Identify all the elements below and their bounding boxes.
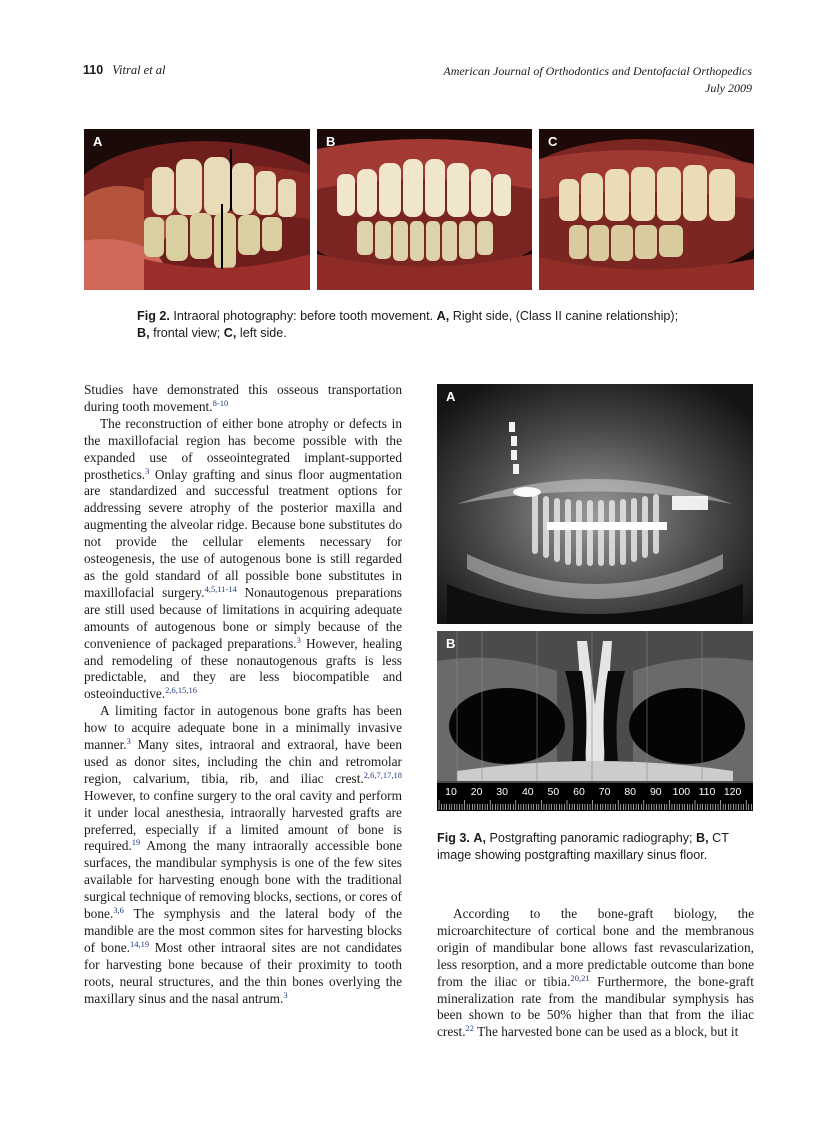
citation[interactable]: 3 <box>283 989 288 1000</box>
fig2-panel-c-label: C <box>548 134 558 149</box>
fig3-caption: Fig 3. A, Postgrafting panoramic radiography; B, CT image showing postgrafting maxillary sinus floor. <box>437 831 729 862</box>
ruler-tick-label: 60 <box>573 786 585 798</box>
fig2-panel-c <box>539 129 754 290</box>
citation[interactable]: 14,19 <box>130 938 150 949</box>
issue-date: July 2009 <box>705 81 752 95</box>
citation[interactable]: 19 <box>131 837 141 848</box>
ruler-tick-label: 30 <box>496 786 509 798</box>
fig3-panel-a <box>437 384 753 624</box>
citation[interactable]: 3 <box>145 465 150 476</box>
citation[interactable]: 8-10 <box>212 397 229 408</box>
ruler-tick-label: 50 <box>547 786 560 798</box>
ruler-tick-label: 90 <box>649 786 662 798</box>
ruler-tick-label: 40 <box>521 786 534 798</box>
intraoral-photo-right-side <box>84 129 310 290</box>
paragraph: A limiting factor in autogenous bone grafts has been how to acquire adequate bone in a minimally invasive manner.$^3$ Many sites, intraoral and extraoral, have been used as donor sites, including the chin and retromolar region, calvarium, tibia, rib, and iliac crest.$^{2,6,7,17,18}$ However, to confine surgery to the oral cavity and perform it under local anesthesia, intraorally harvested grafts are preferred, especially if a limited amount of bone is required.$^{19}$ Among the many intraorally accessible bone surfaces, the mandibular symphysis is one of the few sites available for harvesting enough bone with the traditional surgical technique of removing blocks, sections, or cores of bone.$^{3,6}$ The symphysis and the lateral body of the mandible are the most common sites for harvesting blocks of bone.$^{14,19}$ Most other intraoral sites are not candidates for harvesting bone because of their proximity to tooth roots, neural structures, and the thin bones overlying the maxillary sinus and the nasal antrum.$^3$ <box>84 703 403 1006</box>
paragraph: According to the bone-graft biology, the microarchitecture of cortical bone and the membranous origin of mandibular bone allows fast revascularization, less resorption, and a more predictable outcome than bone from the iliac or tibia.$^{20,21}$ Furthermore, the bone-graft mineralization rate from the mandibular symphysis has been shown to be 50% higher than that from the iliac crest.$^{22}$ The harvested bone can be used as a block, but it <box>437 906 755 1040</box>
fig2-panel-a-label: A <box>93 134 103 149</box>
ruler-tick-label: 80 <box>624 786 637 798</box>
citation[interactable]: 4,5,11-14 <box>204 583 237 594</box>
running-author: Vitral et al <box>112 63 166 77</box>
ct-scale-ruler <box>437 783 753 811</box>
intraoral-photo-frontal <box>317 129 532 290</box>
ruler-tick-label: 10 <box>445 786 457 798</box>
citation[interactable]: 22 <box>465 1023 475 1034</box>
ruler-tick-label: 100 <box>672 786 691 798</box>
right-column <box>437 906 754 1041</box>
paragraph: The reconstruction of either bone atrophy or defects in the maxillofacial region has become possible with the expanded use of osseointegrated implant-supported prosthetics.$^3$ Onlay grafting and sinus floor augmentation are standardized and successful treatment options for addressing severe atrophy of the posterior maxilla and augmenting the alveolar ridge. Because bone substitutes do not provide the cellular elements necessary for osteogenesis, the use of autogenous bone is still regarded as the gold standard of all possible bone substitutes in maxillofacial surgery.$^{4,5,11-14}$ Nonautogenous preparations are still used because of limitations in acquiring adequate amounts of autogenous bone or simply because of the convenience of packaged preparations.$^3$ However, healing and remodeling of these nonautogenous grafts is less predictable, and they are less biocompatible and osteoinductive.$^{2,6,15,16}$ <box>84 415 403 702</box>
intraoral-photo-left-side <box>539 129 754 290</box>
running-header-right <box>443 63 752 97</box>
fig3-panel-a-label: A <box>446 389 456 404</box>
running-header-left <box>83 63 166 78</box>
ruler-tick-label: 110 <box>698 786 716 798</box>
citation[interactable]: 2,6,15,16 <box>165 685 198 696</box>
fig3-panel-b <box>437 631 753 811</box>
fig2-caption: Fig 2. Intraoral photography: before tooth movement. A, Right side, (Class II canine relationship); B, frontal view; C, left side. <box>137 309 679 340</box>
paragraph: Studies have demonstrated this osseous transportation during tooth movement.$^{8-10}$ <box>84 382 402 414</box>
ruler-ticks <box>437 783 753 811</box>
citation[interactable]: 20,21 <box>570 972 590 983</box>
ruler-tick-label: 20 <box>470 786 483 798</box>
ruler-tick-label: 70 <box>598 786 611 798</box>
page-number: 110 <box>83 63 104 77</box>
citation[interactable]: 2,6,7,17,18 <box>363 769 402 780</box>
ruler-tick-label: 120 <box>723 786 742 798</box>
fig2-panel-b <box>317 129 532 290</box>
fig3-panel-b-label: B <box>446 636 456 651</box>
left-column <box>84 382 402 1008</box>
citation[interactable]: 3 <box>126 736 131 747</box>
panoramic-radiograph <box>437 384 753 624</box>
citation[interactable]: 3 <box>296 634 301 645</box>
fig2-panel-a <box>84 129 310 290</box>
fig3-caption-label: Fig 3. <box>437 831 470 845</box>
citation[interactable]: 3,6 <box>113 905 124 916</box>
fig2-caption-label: Fig 2. <box>137 309 170 323</box>
journal-name: American Journal of Orthodontics and Dentofacial Orthopedics <box>443 64 752 78</box>
fig2-panel-b-label: B <box>326 134 336 149</box>
